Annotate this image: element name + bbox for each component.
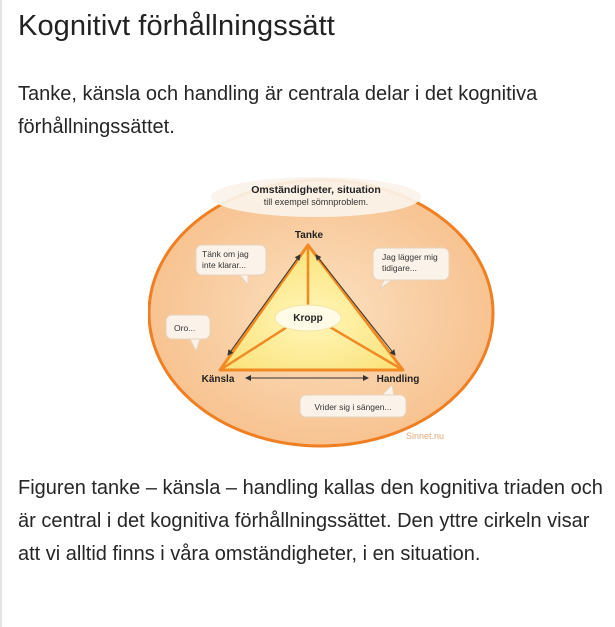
action-bubble-line2: tidigare... bbox=[382, 263, 417, 273]
thought-bubble-line2: inte klarar... bbox=[202, 260, 246, 270]
intro-paragraph: Tanke, känsla och handling är centrala delar i det kognitiva förhållningssättet. bbox=[18, 83, 538, 138]
watermark: Sinnet.nu bbox=[406, 431, 445, 441]
feeling-bubble-text: Oro... bbox=[174, 323, 196, 333]
node-handling: Handling bbox=[376, 374, 420, 385]
action-bubble-line1: Jag lägger mig bbox=[382, 252, 438, 262]
node-kansla: Känsla bbox=[201, 374, 235, 385]
node-tanke: Tanke bbox=[294, 230, 324, 241]
behavior-bubble-text: Vrider sig i sängen... bbox=[314, 402, 392, 412]
cognitive-triad-figure bbox=[148, 175, 498, 453]
situation-title: Omständigheter, situation bbox=[251, 184, 381, 196]
situation-subtitle: till exempel sömnproblem. bbox=[263, 197, 369, 207]
outro-paragraph: Figuren tanke – känsla – handling kallas den kognitiva triaden och är central i det kognitiva förhållningssättet. Den yttre cirkeln visar att vi alltid finns i våra omständigheter, i en situation. bbox=[18, 477, 603, 565]
thought-bubble-line1: Tänk om jag bbox=[202, 249, 249, 259]
content-left-border bbox=[0, 0, 2, 627]
page-title: Kognitivt förhållningssätt bbox=[18, 10, 335, 42]
node-kropp: Kropp bbox=[293, 313, 323, 324]
